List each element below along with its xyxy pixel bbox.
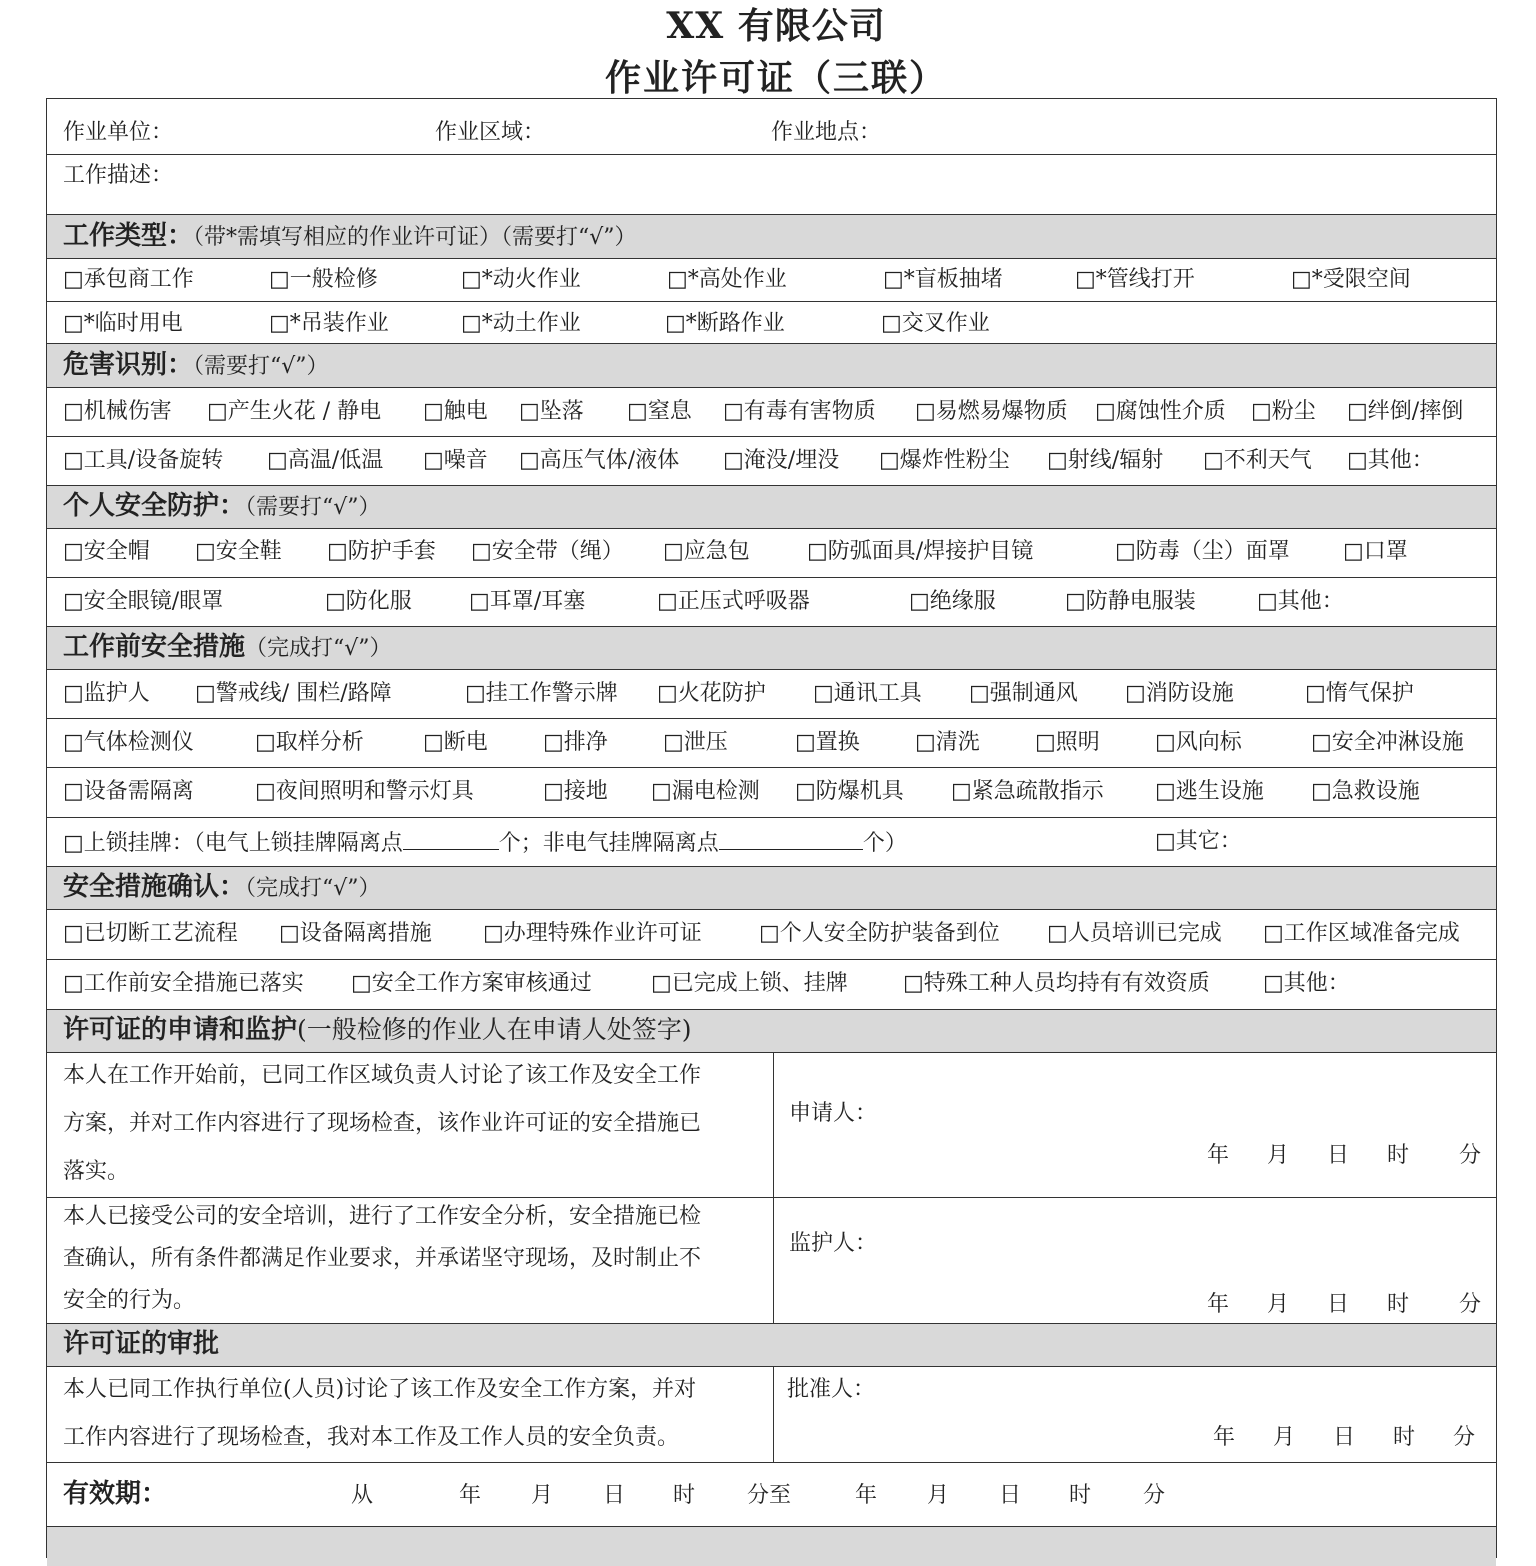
pre-measures-row-1	[47, 669, 1496, 718]
checkbox-guardian[interactable]: □监护人	[63, 681, 150, 706]
checkbox-breathing-apparatus[interactable]: □正压式呼吸器	[657, 589, 810, 614]
checkbox-power-off[interactable]: □断电	[423, 730, 488, 755]
validity-start-year[interactable]: 年	[459, 1483, 482, 1508]
guardian-statement-line3: 安全的行为。	[63, 1288, 196, 1313]
hazard-header	[47, 343, 1496, 387]
checkbox-lighting[interactable]: □照明	[1035, 730, 1100, 755]
validity-from: 从	[351, 1483, 374, 1508]
checkbox-training-done[interactable]: □人员培训已完成	[1047, 921, 1222, 946]
checkbox-comm-tools[interactable]: □通讯工具	[813, 681, 922, 706]
info-row	[47, 99, 1496, 154]
pre-measures-header	[47, 626, 1496, 669]
hazard-row-2	[47, 436, 1496, 485]
guardian-date-year[interactable]: 年	[1207, 1292, 1230, 1317]
checkbox-suffocation[interactable]: □窒息	[627, 399, 692, 424]
checkbox-hazard-other[interactable]: □其他：	[1347, 448, 1434, 473]
validity-end-hour[interactable]: 时	[1069, 1483, 1092, 1508]
pre-measures-heading: 工作前安全措施（完成打“√”）	[63, 632, 392, 662]
checkbox-radiation[interactable]: □射线/辐射	[1047, 448, 1164, 473]
checkbox-forced-ventilation[interactable]: □强制通风	[969, 681, 1078, 706]
checkbox-ear-protection[interactable]: □耳罩/耳塞	[469, 589, 586, 614]
checkbox-escape-facility[interactable]: □逃生设施	[1155, 779, 1264, 804]
checkbox-explosive-dust[interactable]: □爆炸性粉尘	[879, 448, 1010, 473]
checkbox-insulated-suit[interactable]: □绝缘服	[909, 589, 996, 614]
checkbox-antistatic-suit[interactable]: □防静电服装	[1065, 589, 1196, 614]
checkbox-area-ready[interactable]: □工作区域准备完成	[1263, 921, 1460, 946]
checkbox-replacement[interactable]: □置换	[795, 730, 860, 755]
checkbox-mechanical-injury[interactable]: □机械伤害	[63, 399, 172, 424]
checkbox-ppe-ready[interactable]: □个人安全防护装备到位	[759, 921, 1000, 946]
work-type-row-2	[47, 301, 1496, 343]
company-title: XX 有限公司	[666, 5, 886, 47]
approver-divider	[773, 1366, 774, 1462]
applicant-date-month[interactable]: 月	[1267, 1143, 1290, 1168]
checkbox-confirm-other[interactable]: □其他：	[1263, 971, 1350, 996]
approver-date-year[interactable]: 年	[1213, 1425, 1236, 1450]
checkbox-qualified-workers[interactable]: □特殊工种人员均持有有效资质	[903, 971, 1210, 996]
checkbox-isolation[interactable]: □设备需隔离	[63, 779, 194, 804]
work-location-field[interactable]: 作业地点：	[771, 120, 882, 145]
checkbox-process-cutoff[interactable]: □已切断工艺流程	[63, 921, 238, 946]
checkbox-goggles[interactable]: □安全眼镜/眼罩	[63, 589, 224, 614]
validity-end-minute[interactable]: 分	[1143, 1483, 1166, 1508]
work-type-header	[47, 214, 1496, 258]
checkbox-corrosive[interactable]: □腐蚀性介质	[1095, 399, 1226, 424]
confirm-row-1	[47, 909, 1496, 959]
checkbox-gloves[interactable]: □防护手套	[327, 539, 436, 564]
checkbox-hot-work[interactable]: □*动火作业	[461, 267, 581, 292]
checkbox-lifting[interactable]: □*吊装作业	[269, 311, 389, 336]
checkbox-plan-approved[interactable]: □安全工作方案审核通过	[351, 971, 592, 996]
approver-date-month[interactable]: 月	[1273, 1425, 1296, 1450]
ppe-heading: 个人安全防护：（需要打“√”）	[63, 491, 381, 521]
lockout-row	[47, 817, 1496, 866]
checkbox-safety-belt[interactable]: □安全带（绳）	[471, 539, 624, 564]
guardian-signature[interactable]: 监护人：	[789, 1231, 878, 1256]
work-type-row-1	[47, 258, 1496, 301]
checkbox-rotating-tools[interactable]: □工具/设备旋转	[63, 448, 224, 473]
applicant-row	[47, 1052, 1496, 1197]
checkbox-height-work[interactable]: □*高处作业	[667, 267, 787, 292]
applicant-date-year[interactable]: 年	[1207, 1143, 1230, 1168]
permit-form	[46, 98, 1497, 1558]
applicant-date-day[interactable]: 日	[1327, 1143, 1350, 1168]
work-area-field[interactable]: 作业区域：	[435, 120, 546, 145]
checkbox-evacuation-sign[interactable]: □紧急疏散指示	[951, 779, 1104, 804]
guardian-row	[47, 1197, 1496, 1323]
approval-heading: 许可证的审批	[63, 1329, 220, 1359]
applicant-statement-line3: 落实。	[63, 1159, 130, 1184]
checkbox-road-break[interactable]: □*断路作业	[665, 311, 785, 336]
checkbox-wind-vane[interactable]: □风向标	[1155, 730, 1242, 755]
checkbox-leakage-test[interactable]: □漏电检测	[651, 779, 760, 804]
guardian-date-hour[interactable]: 时	[1387, 1292, 1410, 1317]
application-header	[47, 1009, 1496, 1052]
validity-start-month[interactable]: 月	[531, 1483, 554, 1508]
approval-header	[47, 1323, 1496, 1366]
confirm-heading: 安全措施确认：（完成打“√”）	[63, 872, 381, 902]
checkbox-safety-shower[interactable]: □安全冲淋设施	[1311, 730, 1464, 755]
checkbox-gas-mask[interactable]: □防毒（尘）面罩	[1115, 539, 1290, 564]
confirm-row-2	[47, 959, 1496, 1009]
guardian-date-day[interactable]: 日	[1327, 1292, 1350, 1317]
checkbox-cross-work[interactable]: □交叉作业	[881, 311, 990, 336]
checkbox-temperature[interactable]: □高温/低温	[267, 448, 384, 473]
checkbox-barrier[interactable]: □警戒线/ 围栏/路障	[195, 681, 392, 706]
checkbox-spark-static[interactable]: □产生火花 / 静电	[207, 399, 382, 424]
application-heading: 许可证的申请和监护(一般检修的作业人在申请人处签字)	[63, 1015, 692, 1045]
applicant-date-minute[interactable]: 分	[1459, 1143, 1482, 1168]
description-row	[47, 154, 1496, 214]
checkbox-safety-shoes[interactable]: □安全鞋	[195, 539, 282, 564]
checkbox-spark-protection[interactable]: □火花防护	[657, 681, 766, 706]
checkbox-night-lighting[interactable]: □夜间照明和警示灯具	[255, 779, 474, 804]
checkbox-measures-implemented[interactable]: □工作前安全措施已落实	[63, 971, 304, 996]
checkbox-drain[interactable]: □排净	[543, 730, 608, 755]
checkbox-trip-fall[interactable]: □绊倒/摔倒	[1347, 399, 1464, 424]
checkbox-general-repair[interactable]: □一般检修	[269, 267, 378, 292]
non-electrical-points-blank[interactable]	[719, 829, 863, 850]
guardian-statement-line1: 本人已接受公司的安全培训，进行了工作安全分析，安全措施已检	[63, 1204, 702, 1229]
confirm-header	[47, 866, 1496, 909]
validity-end-day[interactable]: 日	[999, 1483, 1022, 1508]
checkbox-confined-space[interactable]: □*受限空间	[1291, 267, 1411, 292]
checkbox-rescue-facility[interactable]: □急救设施	[1311, 779, 1420, 804]
checkbox-blind-plate[interactable]: □*盲板抽堵	[883, 267, 1003, 292]
approver-date-day[interactable]: 日	[1333, 1425, 1356, 1450]
checkbox-contractor[interactable]: □承包商工作	[63, 267, 194, 292]
pre-measures-row-2	[47, 718, 1496, 767]
validity-row	[47, 1462, 1496, 1526]
checkbox-chem-suit[interactable]: □防化服	[325, 589, 412, 614]
checkbox-high-pressure[interactable]: □高压气体/液体	[519, 448, 680, 473]
checkbox-special-permit[interactable]: □办理特殊作业许可证	[483, 921, 702, 946]
approver-date-hour[interactable]: 时	[1393, 1425, 1416, 1450]
checkbox-lock-tag-done[interactable]: □已完成上锁、挂牌	[651, 971, 848, 996]
work-type-heading: 工作类型：（带*需填写相应的作业许可证）（需要打“√”）	[63, 221, 637, 251]
checkbox-measures-other[interactable]: □其它：	[1155, 829, 1242, 854]
work-description-field[interactable]: 工作描述：	[63, 163, 174, 188]
checkbox-helmet[interactable]: □安全帽	[63, 539, 150, 564]
applicant-statement-line1: 本人在工作开始前，已同工作区域负责人讨论了该工作及安全工作	[63, 1063, 702, 1088]
validity-label: 有效期：	[63, 1479, 168, 1509]
checkbox-welding-mask[interactable]: □防弧面具/焊接护目镜	[807, 539, 1034, 564]
checkbox-dust[interactable]: □粉尘	[1251, 399, 1316, 424]
guardian-date-month[interactable]: 月	[1267, 1292, 1290, 1317]
checkbox-engulfment[interactable]: □淹没/埋没	[723, 448, 840, 473]
checkbox-fall[interactable]: □坠落	[519, 399, 584, 424]
checkbox-excavation[interactable]: □*动土作业	[461, 311, 581, 336]
approver-signature[interactable]: 批准人：	[787, 1377, 876, 1402]
hazard-row-1	[47, 387, 1496, 436]
checkbox-weather[interactable]: □不利天气	[1203, 448, 1312, 473]
approval-statement-line1: 本人已同工作执行单位(人员)讨论了该工作及安全工作方案，并对	[63, 1377, 697, 1402]
approval-statement-line2: 工作内容进行了现场检查，我对本工作及工作人员的安全负责。	[63, 1425, 680, 1450]
hazard-heading: 危害识别：（需要打“√”）	[63, 350, 329, 380]
guardian-date-minute[interactable]: 分	[1459, 1292, 1482, 1317]
checkbox-fire-equipment[interactable]: □消防设施	[1125, 681, 1234, 706]
applicant-statement-line2: 方案，并对工作内容进行了现场检查，该作业许可证的安全措施已	[63, 1111, 702, 1136]
next-section-header	[47, 1526, 1496, 1566]
ppe-row-1	[47, 528, 1496, 577]
checkbox-flammable[interactable]: □易燃易爆物质	[915, 399, 1068, 424]
applicant-date-hour[interactable]: 时	[1387, 1143, 1410, 1168]
applicant-signature[interactable]: 申请人：	[789, 1101, 878, 1126]
checkbox-noise[interactable]: □噪音	[423, 448, 488, 473]
approver-row	[47, 1366, 1496, 1462]
checkbox-warning-sign[interactable]: □挂工作警示牌	[465, 681, 618, 706]
validity-start-minute-to[interactable]: 分至	[747, 1483, 792, 1508]
checkbox-ppe-other[interactable]: □其他：	[1257, 589, 1344, 614]
checkbox-face-mask[interactable]: □口罩	[1343, 539, 1408, 564]
ppe-header	[47, 485, 1496, 528]
checkbox-lockout-tagout[interactable]: □上锁挂牌：（电气上锁挂牌隔离点 个；非电气挂牌隔离点 个）	[63, 831, 907, 856]
form-title: 作业许可证（三联）	[604, 57, 947, 99]
checkbox-electric-shock[interactable]: □触电	[423, 399, 488, 424]
checkbox-temp-power[interactable]: □*临时用电	[63, 311, 183, 336]
pre-measures-row-3	[47, 767, 1496, 817]
checkbox-pipeline-open[interactable]: □*管线打开	[1075, 267, 1195, 292]
checkbox-gas-detector[interactable]: □气体检测仪	[63, 730, 194, 755]
checkbox-inert-gas[interactable]: □惰气保护	[1305, 681, 1414, 706]
validity-end-month[interactable]: 月	[927, 1483, 950, 1508]
checkbox-toxic[interactable]: □有毒有害物质	[723, 399, 876, 424]
ppe-row-2	[47, 577, 1496, 626]
electrical-points-blank[interactable]	[403, 829, 499, 850]
checkbox-cleaning[interactable]: □清洗	[915, 730, 980, 755]
approver-date-minute[interactable]: 分	[1453, 1425, 1476, 1450]
applicant-divider	[773, 1052, 774, 1323]
checkbox-pressure-relief[interactable]: □泄压	[663, 730, 728, 755]
checkbox-equipment-isolation[interactable]: □设备隔离措施	[279, 921, 432, 946]
validity-start-hour[interactable]: 时	[673, 1483, 696, 1508]
checkbox-first-aid[interactable]: □应急包	[663, 539, 750, 564]
guardian-statement-line2: 查确认，所有条件都满足作业要求，并承诺坚守现场，及时制止不	[63, 1246, 702, 1271]
work-unit-field[interactable]: 作业单位：	[63, 120, 174, 145]
validity-end-year[interactable]: 年	[855, 1483, 878, 1508]
validity-start-day[interactable]: 日	[603, 1483, 626, 1508]
checkbox-explosion-proof[interactable]: □防爆机具	[795, 779, 904, 804]
checkbox-sampling[interactable]: □取样分析	[255, 730, 364, 755]
checkbox-grounding[interactable]: □接地	[543, 779, 608, 804]
